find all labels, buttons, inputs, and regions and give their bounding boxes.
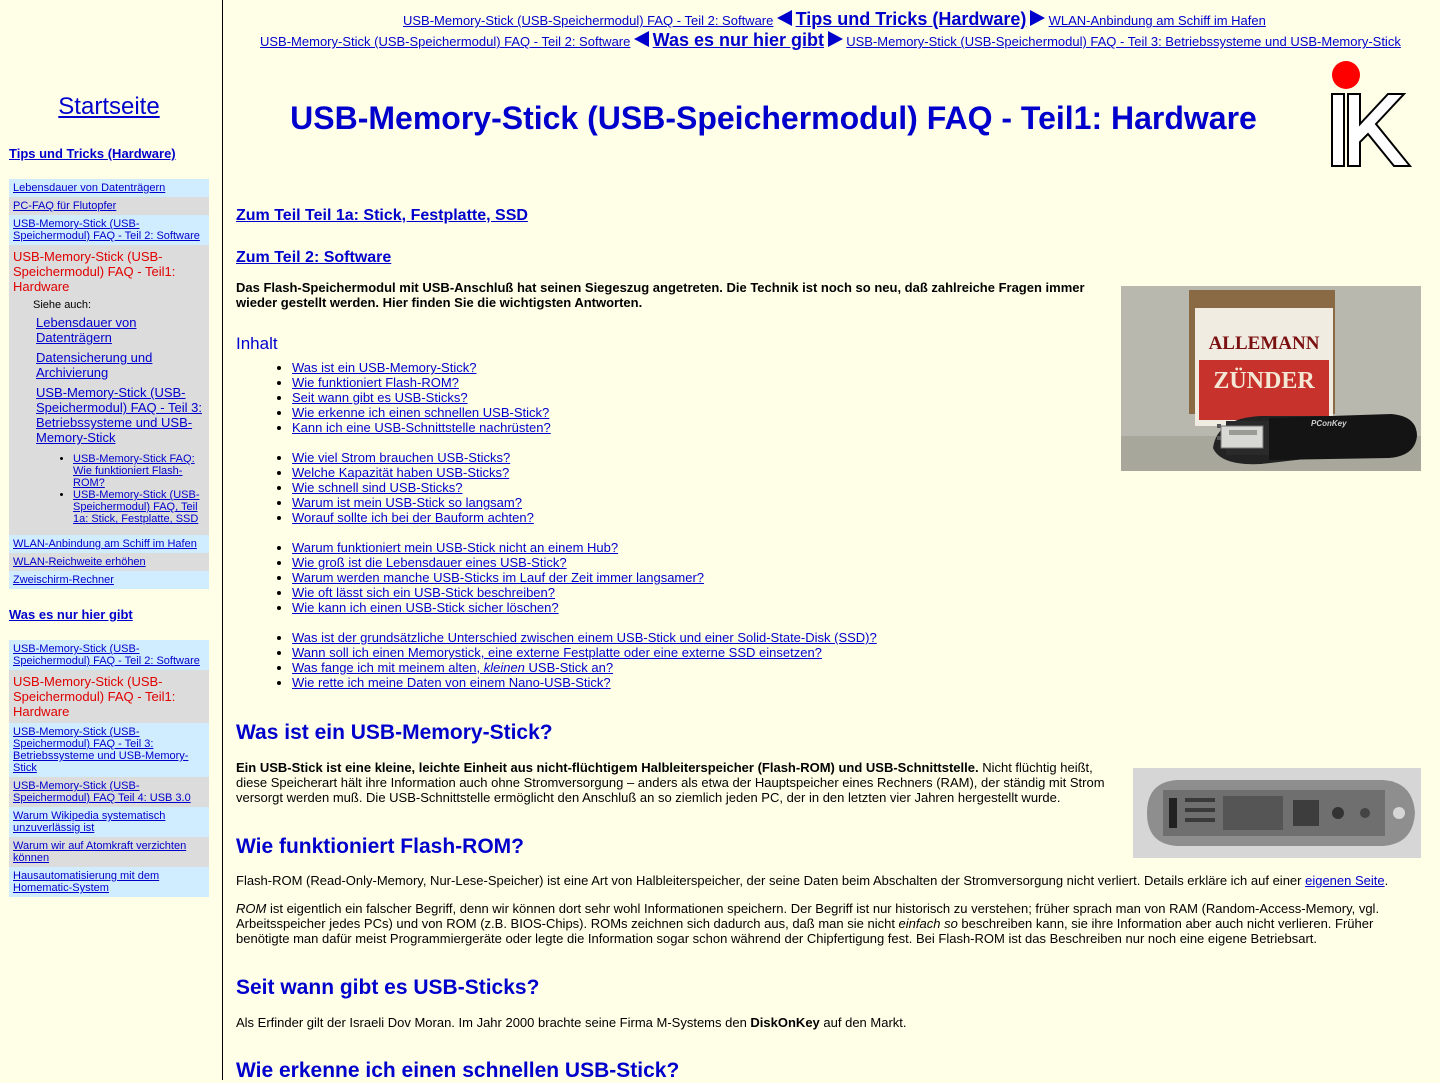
list-item: [73, 453, 205, 489]
list-item: [292, 585, 1116, 600]
home-link[interactable]: Startseite: [58, 93, 160, 120]
list-item: [292, 390, 1116, 405]
emphasis-text: kleinen: [483, 660, 525, 675]
sidebar-link[interactable]: PC-FAQ für Flutopfer: [13, 200, 117, 212]
toc-link[interactable]: Warum funktioniert mein USB-Stick nicht an einem Hub?: [292, 540, 619, 555]
sidebar-current-label: USB-Memory-Stick (USB-Speichermodul) FAQ - Teil1: Hardware: [13, 674, 176, 719]
list-item: [292, 480, 1116, 495]
list-item: [292, 450, 1116, 465]
section-paragraph: [236, 873, 1426, 888]
list-item: [292, 375, 1116, 390]
sidebar-item: [9, 867, 209, 897]
section-heading: Was ist ein USB-Memory-Stick?: [236, 721, 553, 744]
section-paragraph: [236, 1015, 907, 1030]
emphasis-text: ROM: [236, 901, 267, 916]
section-text: .: [1384, 873, 1389, 888]
arrow-left-icon[interactable]: [634, 31, 649, 47]
toc-group: [236, 540, 1116, 615]
top-nav-row-2: [260, 30, 1401, 51]
see-also-label: Siehe auch:: [33, 299, 92, 311]
toc-link[interactable]: Worauf sollte ich bei der Bauform achten?: [292, 510, 534, 525]
see-also-link[interactable]: USB-Memory-Stick (USB-Speichermodul) FAQ - Teil 3: Betriebssysteme und USB-Memory-Stick: [36, 385, 202, 445]
subpage-list: [13, 453, 205, 525]
nav-prev-link[interactable]: USB-Memory-Stick (USB-Speichermodul) FAQ - Teil 2: Software: [403, 13, 774, 28]
toc-link[interactable]: Wie oft lässt sich ein USB-Stick beschreiben?: [292, 585, 555, 600]
list-item: [292, 675, 1116, 690]
toc-group: [236, 360, 1116, 435]
list-item: [292, 600, 1116, 615]
see-also-link[interactable]: Datensicherung und Archivierung: [36, 350, 153, 380]
sidebar-link[interactable]: Warum Wikipedia systematisch unzuverlässig ist: [13, 810, 166, 834]
usb-stick-matchbox-photo: [1121, 286, 1421, 471]
toc-link[interactable]: Was ist ein USB-Memory-Stick?: [292, 360, 477, 375]
flash-rom-detail-link[interactable]: eigenen Seite: [1305, 873, 1385, 888]
section-bold-text: DiskOnKey: [750, 1015, 820, 1030]
toc-link[interactable]: Kann ich eine USB-Schnittstelle nachrüsten?: [292, 420, 551, 435]
sidebar-link[interactable]: Lebensdauer von Datenträgern: [13, 182, 166, 194]
sidebar-heading-tips[interactable]: Tips und Tricks (Hardware): [9, 146, 176, 161]
part2-link[interactable]: Zum Teil 2: Software: [236, 249, 392, 266]
stick-label: PConKey: [1311, 419, 1347, 428]
toc-link[interactable]: Wann soll ich einen Memorystick, eine externe Festplatte oder eine externe SSD einsetzen?: [292, 645, 822, 660]
list-item: [292, 630, 1116, 645]
nav-up-link[interactable]: Was es nur hier gibt: [652, 30, 824, 50]
toc-group: [236, 630, 1116, 690]
table-of-contents: [236, 360, 1116, 705]
list-item: [292, 495, 1116, 510]
page-title: USB-Memory-Stick (USB-Speichermodul) FAQ - Teil1: Hardware: [290, 100, 1257, 136]
sidebar-link[interactable]: Warum wir auf Atomkraft verzichten können: [13, 840, 187, 864]
toc-link[interactable]: Wie funktioniert Flash-ROM?: [292, 375, 459, 390]
arrow-right-icon[interactable]: [1030, 10, 1045, 26]
sidebar-item: [9, 807, 209, 837]
sidebar-item: [9, 837, 209, 867]
sidebar-item: [9, 179, 209, 197]
section-heading: Wie erkenne ich einen schnellen USB-Stick?: [236, 1059, 680, 1082]
section-text: Flash-ROM (Read-Only-Memory, Nur-Lese-Speicher) ist eine Art von Halbleiterspeicher, der seine Daten beim Abschalten der Stromversorgung nicht verliert. Details erkläre ich auf einer: [236, 873, 1306, 888]
top-nav-row-1: [403, 9, 1266, 30]
usb-stick-xray-photo: [1133, 768, 1421, 858]
sidebar-link[interactable]: USB-Memory-Stick (USB-Speichermodul) FAQ - Teil 3: Betriebssysteme und USB-Memory-Stick: [13, 726, 189, 774]
toc-link[interactable]: Wie erkenne ich einen schnellen USB-Stick?: [292, 405, 550, 420]
emphasis-text: einfach so: [898, 916, 958, 931]
toc-link[interactable]: Was fange ich mit meinem alten, kleinen USB-Stick an?: [292, 660, 614, 675]
toc-link[interactable]: Warum ist mein USB-Stick so langsam?: [292, 495, 522, 510]
toc-link[interactable]: Welche Kapazität haben USB-Sticks?: [292, 465, 510, 480]
sidebar-item: [9, 535, 209, 553]
subpage-link[interactable]: USB-Memory-Stick (USB-Speichermodul) FAQ, Teil 1a: Stick, Festplatte, SSD: [73, 489, 200, 525]
sidebar-nav-group-2: [9, 640, 209, 897]
section-text: ist eigentlich ein falscher Begriff, denn wir können dort sehr wohl Informationen speichern. Der Begriff ist nur historisch zu verstehen; früher sprach man von RAM (Random-Access-Memory, vgl. Arbeitsspeicher jedes PCs) und von ROM (z.B. BIOS-Chips). ROMs zeichnen sich dadurch aus, daß man sie nicht: [236, 901, 1380, 931]
sidebar-nav-group-1: [9, 179, 209, 589]
sidebar-link[interactable]: USB-Memory-Stick (USB-Speichermodul) FAQ Teil 4: USB 3.0: [13, 780, 191, 804]
list-item: [292, 540, 1116, 555]
sidebar-link[interactable]: WLAN-Reichweite erhöhen: [13, 556, 146, 568]
toc-link[interactable]: Warum werden manche USB-Sticks im Lauf der Zeit immer langsamer?: [292, 570, 705, 585]
nav-prev-link[interactable]: USB-Memory-Stick (USB-Speichermodul) FAQ - Teil 2: Software: [260, 34, 631, 49]
sidebar-item: [9, 640, 209, 670]
see-also-link[interactable]: Lebensdauer von Datenträgern: [36, 315, 137, 345]
section-paragraph: [236, 760, 1122, 805]
nav-next-link[interactable]: USB-Memory-Stick (USB-Speichermodul) FAQ - Teil 3: Betriebssysteme und USB-Memory-Stick: [846, 34, 1401, 49]
sidebar-link[interactable]: USB-Memory-Stick (USB-Speichermodul) FAQ - Teil 2: Software: [13, 218, 200, 242]
list-item: [292, 405, 1116, 420]
sidebar: [0, 0, 223, 1080]
toc-group: [236, 450, 1116, 525]
sidebar-item: [9, 723, 209, 777]
nav-next-link[interactable]: WLAN-Anbindung am Schiff im Hafen: [1048, 13, 1266, 28]
sidebar-link[interactable]: Hausautomatisierung mit dem Homematic-System: [13, 870, 160, 894]
toc-link[interactable]: Was ist der grundsätzliche Unterschied zwischen einem USB-Stick und einer Solid-State-Disk (SSD)?: [292, 630, 877, 645]
sidebar-link[interactable]: USB-Memory-Stick (USB-Speichermodul) FAQ - Teil 2: Software: [13, 643, 200, 667]
toc-link[interactable]: Wie groß ist die Lebensdauer eines USB-Stick?: [292, 555, 567, 570]
list-item: [292, 360, 1116, 375]
section-text: Nicht flüchtig heißt, diese Speicherart hält ihre Information auch ohne Stromversorgung – anders als etwa der Hauptspeicher eines Rechners (RAM), der ständig mit Strom versorgt werden muß. Die USB-Schnittstelle ermöglicht den Anschluß an so ziemlich jeden PC, der in den letzten vier Jahren hergestellt wurde.: [236, 760, 1105, 805]
ik-logo: [1328, 60, 1414, 170]
toc-link[interactable]: Wie schnell sind USB-Sticks?: [292, 480, 463, 495]
section-heading: Wie funktioniert Flash-ROM?: [236, 835, 524, 858]
sidebar-heading-unique[interactable]: Was es nur hier gibt: [9, 607, 133, 622]
toc-link[interactable]: Wie kann ich einen USB-Stick sicher löschen?: [292, 600, 559, 615]
part1a-link[interactable]: Zum Teil Teil 1a: Stick, Festplatte, SSD: [236, 207, 528, 224]
sidebar-current-label: USB-Memory-Stick (USB-Speichermodul) FAQ - Teil1: Hardware: [13, 249, 176, 294]
section-text: beschreiben kann, sie ihre Information aber auch nicht verlieren. Früher benötigte man dafür meist Programmiergeräte oder legte die Information sogar schon während der Chipfertigung fest. Bei Flash-ROM ist das Beschreiben nur noch eine eigene Betriebsart.: [236, 916, 1374, 946]
arrow-right-icon[interactable]: [828, 31, 843, 47]
sidebar-link[interactable]: WLAN-Anbindung am Schiff im Hafen: [13, 538, 197, 550]
section-heading: Seit wann gibt es USB-Sticks?: [236, 976, 540, 999]
list-item: [292, 465, 1116, 480]
section-text: Als Erfinder gilt der Israeli Dov Moran. Im Jahr 2000 brachte seine Firma M-Systems den: [236, 1015, 751, 1030]
list-item: [73, 489, 205, 525]
list-item: [292, 645, 1116, 660]
nav-up-link[interactable]: Tips und Tricks (Hardware): [795, 9, 1027, 29]
sidebar-item: [9, 215, 209, 245]
section-paragraph: [236, 901, 1420, 946]
see-also-list: [13, 315, 205, 445]
toc-heading: Inhalt: [236, 334, 278, 353]
section-text: auf den Markt.: [819, 1015, 907, 1030]
toc-link[interactable]: Seit wann gibt es USB-Sticks?: [292, 390, 468, 405]
section-bold-text: Ein USB-Stick ist eine kleine, leichte Einheit aus nicht-flüchtigem Halbleiterspeicher (Flash-ROM) und USB-Schnittstelle.: [236, 760, 979, 775]
list-item: [292, 555, 1116, 570]
sidebar-link[interactable]: Zweischirm-Rechner: [13, 574, 114, 586]
sidebar-item: [9, 553, 209, 571]
sidebar-current-page: [9, 245, 209, 535]
subpage-link[interactable]: USB-Memory-Stick FAQ: Wie funktioniert Flash-ROM?: [73, 453, 195, 489]
list-item: [292, 510, 1116, 525]
matchbox-label: ZÜNDER: [1213, 368, 1315, 394]
sidebar-item: [9, 197, 209, 215]
matchbox-brand: ALLEMANN: [1208, 333, 1320, 354]
intro-text: Das Flash-Speichermodul mit USB-Anschluß hat seinen Siegeszug angetreten. Die Technik ist noch so neu, daß zahlreiche Fragen immer wieder gestellt werden. Hier finden Sie die wichtigsten Antworten.: [236, 280, 1085, 310]
list-item: [292, 570, 1116, 585]
list-item: [292, 660, 1116, 675]
sidebar-item: [9, 571, 209, 589]
arrow-left-icon[interactable]: [777, 10, 792, 26]
toc-link[interactable]: Wie rette ich meine Daten von einem Nano-USB-Stick?: [292, 675, 611, 690]
list-item: [292, 420, 1116, 435]
sidebar-current-page: [9, 670, 209, 723]
toc-link[interactable]: Wie viel Strom brauchen USB-Sticks?: [292, 450, 511, 465]
sidebar-item: [9, 777, 209, 807]
